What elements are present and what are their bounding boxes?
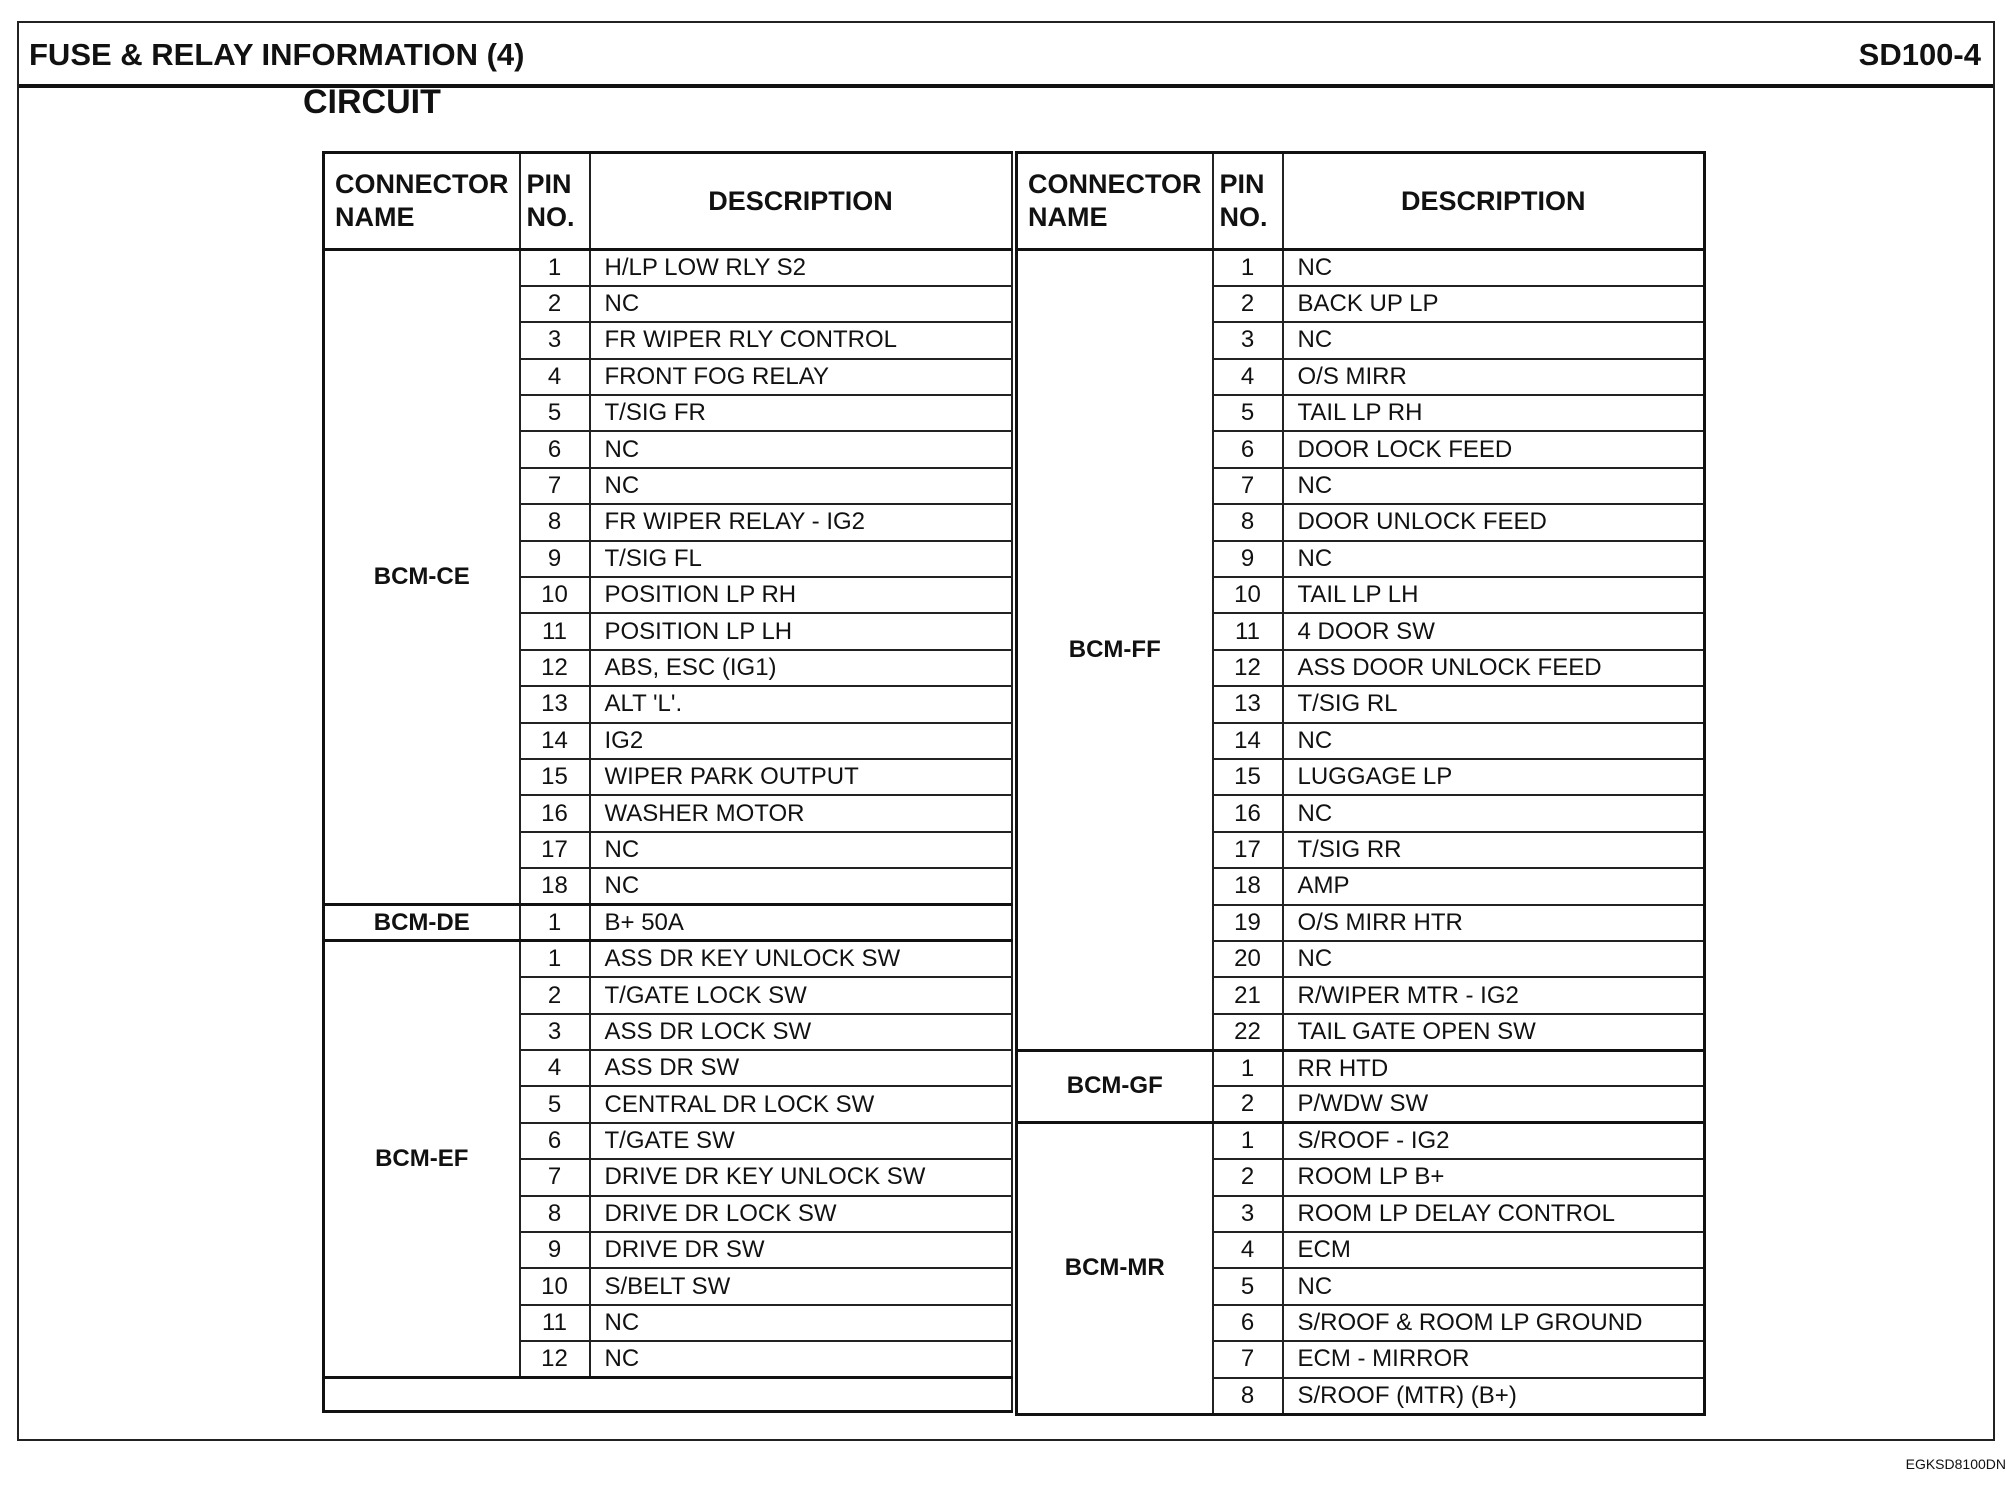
description-cell: NC — [590, 832, 1012, 868]
description-cell: NC — [590, 286, 1012, 322]
table-row — [1017, 1123, 1705, 1159]
pin-number-cell: 1 — [520, 941, 590, 977]
header-description: DESCRIPTION — [1283, 153, 1705, 250]
pin-number-cell: 2 — [1213, 286, 1283, 322]
description-cell: T/GATE LOCK SW — [590, 977, 1012, 1013]
description-cell: CENTRAL DR LOCK SW — [590, 1086, 1012, 1122]
table-header-row — [324, 153, 1012, 250]
description-cell: DRIVE DR SW — [590, 1232, 1012, 1268]
description-cell: FR WIPER RLY CONTROL — [590, 322, 1012, 358]
description-cell: S/ROOF - IG2 — [1283, 1123, 1705, 1159]
description-cell: DOOR LOCK FEED — [1283, 431, 1705, 467]
pin-number-cell: 11 — [520, 1305, 590, 1341]
pin-number-cell: 1 — [520, 250, 590, 286]
pin-number-cell: 2 — [1213, 1086, 1283, 1122]
description-cell: S/ROOF (MTR) (B+) — [1283, 1378, 1705, 1414]
description-cell: ASS DR LOCK SW — [590, 1014, 1012, 1050]
description-cell: R/WIPER MTR - IG2 — [1283, 977, 1705, 1013]
pin-number-cell: 16 — [1213, 795, 1283, 831]
description-cell: NC — [1283, 322, 1705, 358]
description-cell: DOOR UNLOCK FEED — [1283, 504, 1705, 540]
pin-number-cell: 7 — [520, 468, 590, 504]
description-cell: ABS, ESC (IG1) — [590, 650, 1012, 686]
pin-number-cell: 21 — [1213, 977, 1283, 1013]
pin-number-cell: 7 — [520, 1159, 590, 1195]
table-header-row — [1017, 153, 1705, 250]
pin-number-cell: 9 — [1213, 541, 1283, 577]
left-table-body — [324, 250, 1012, 1412]
header-connector-name: CONNECTOR NAME — [324, 153, 520, 250]
pin-number-cell: 7 — [1213, 1341, 1283, 1377]
pin-number-cell: 17 — [520, 832, 590, 868]
description-cell: T/SIG FL — [590, 541, 1012, 577]
pin-number-cell: 7 — [1213, 468, 1283, 504]
description-cell: POSITION LP RH — [590, 577, 1012, 613]
description-cell: DRIVE DR LOCK SW — [590, 1196, 1012, 1232]
description-cell: POSITION LP LH — [590, 613, 1012, 649]
description-cell: T/GATE SW — [590, 1123, 1012, 1159]
pin-number-cell: 22 — [1213, 1014, 1283, 1050]
description-cell: NC — [1283, 1268, 1705, 1304]
description-cell: WASHER MOTOR — [590, 795, 1012, 831]
connector-name-cell: BCM-MR — [1017, 1123, 1213, 1414]
pin-number-cell: 4 — [520, 1050, 590, 1086]
description-cell: NC — [590, 431, 1012, 467]
description-cell: TAIL GATE OPEN SW — [1283, 1014, 1705, 1050]
description-cell: NC — [1283, 541, 1705, 577]
description-cell: T/SIG RL — [1283, 686, 1705, 722]
description-cell: 4 DOOR SW — [1283, 613, 1705, 649]
section-title: CIRCUIT — [303, 83, 441, 121]
description-cell: NC — [1283, 941, 1705, 977]
connector-name-cell: BCM-GF — [1017, 1050, 1213, 1123]
description-cell: NC — [590, 1305, 1012, 1341]
blank-row — [324, 1378, 1012, 1412]
pin-number-cell: 5 — [1213, 395, 1283, 431]
footer-code: EGKSD8100DN — [1905, 1456, 2006, 1472]
pin-number-cell: 18 — [1213, 868, 1283, 904]
pin-number-cell: 3 — [520, 1014, 590, 1050]
pin-number-cell: 2 — [1213, 1159, 1283, 1195]
pin-number-cell: 10 — [520, 1268, 590, 1304]
pin-number-cell: 15 — [1213, 759, 1283, 795]
document-header — [19, 23, 1993, 88]
pin-number-cell: 12 — [520, 650, 590, 686]
pin-number-cell: 8 — [520, 504, 590, 540]
pin-number-cell: 11 — [520, 613, 590, 649]
circuit-table-left — [322, 151, 1013, 1413]
description-cell: LUGGAGE LP — [1283, 759, 1705, 795]
description-cell: ASS DR SW — [590, 1050, 1012, 1086]
description-cell: NC — [590, 1341, 1012, 1377]
description-cell: T/SIG RR — [1283, 832, 1705, 868]
pin-number-cell: 9 — [520, 541, 590, 577]
description-cell: FRONT FOG RELAY — [590, 359, 1012, 395]
pin-number-cell: 8 — [1213, 504, 1283, 540]
pin-number-cell: 4 — [1213, 1232, 1283, 1268]
table-row — [1017, 1050, 1705, 1086]
pin-number-cell: 1 — [520, 905, 590, 941]
description-cell: NC — [1283, 250, 1705, 286]
pin-number-cell: 12 — [1213, 650, 1283, 686]
pin-number-cell: 4 — [1213, 359, 1283, 395]
description-cell: T/SIG FR — [590, 395, 1012, 431]
pin-number-cell: 4 — [520, 359, 590, 395]
description-cell: NC — [1283, 795, 1705, 831]
header-pin-no: PIN NO. — [1213, 153, 1283, 250]
circuit-table-right — [1015, 151, 1706, 1416]
pin-number-cell: 17 — [1213, 832, 1283, 868]
pin-number-cell: 3 — [1213, 1196, 1283, 1232]
header-pin-no: PIN NO. — [520, 153, 590, 250]
pin-number-cell: 6 — [520, 1123, 590, 1159]
description-cell: H/LP LOW RLY S2 — [590, 250, 1012, 286]
description-cell: DRIVE DR KEY UNLOCK SW — [590, 1159, 1012, 1195]
description-cell: ASS DOOR UNLOCK FEED — [1283, 650, 1705, 686]
pin-number-cell: 3 — [520, 322, 590, 358]
pin-number-cell: 3 — [1213, 322, 1283, 358]
pin-number-cell: 13 — [520, 686, 590, 722]
header-description: DESCRIPTION — [590, 153, 1012, 250]
connector-name-cell: BCM-DE — [324, 905, 520, 941]
pin-number-cell: 8 — [1213, 1378, 1283, 1414]
pin-number-cell: 6 — [1213, 1305, 1283, 1341]
blank-cell — [324, 1378, 1012, 1412]
pin-number-cell: 15 — [520, 759, 590, 795]
pin-number-cell: 6 — [520, 431, 590, 467]
description-cell: S/BELT SW — [590, 1268, 1012, 1304]
description-cell: ROOM LP B+ — [1283, 1159, 1705, 1195]
document-code: SD100-4 — [1858, 37, 1981, 72]
pin-number-cell: 2 — [520, 286, 590, 322]
pin-number-cell: 8 — [520, 1196, 590, 1232]
pin-number-cell: 6 — [1213, 431, 1283, 467]
pin-number-cell: 20 — [1213, 941, 1283, 977]
pin-number-cell: 14 — [1213, 723, 1283, 759]
description-cell: B+ 50A — [590, 905, 1012, 941]
pin-number-cell: 5 — [520, 1086, 590, 1122]
description-cell: ALT 'L'. — [590, 686, 1012, 722]
pin-number-cell: 10 — [520, 577, 590, 613]
pin-number-cell: 2 — [520, 977, 590, 1013]
pin-number-cell: 14 — [520, 723, 590, 759]
table-row — [324, 941, 1012, 977]
pin-number-cell: 19 — [1213, 905, 1283, 941]
connector-name-cell: BCM-FF — [1017, 250, 1213, 1051]
description-cell: BACK UP LP — [1283, 286, 1705, 322]
pin-number-cell: 1 — [1213, 1050, 1283, 1086]
description-cell: NC — [1283, 723, 1705, 759]
description-cell: NC — [1283, 468, 1705, 504]
description-cell: NC — [590, 468, 1012, 504]
table-row — [324, 905, 1012, 941]
description-cell: O/S MIRR HTR — [1283, 905, 1705, 941]
connector-name-cell: BCM-CE — [324, 250, 520, 905]
right-table-body — [1017, 250, 1705, 1415]
table-row — [1017, 250, 1705, 286]
pin-number-cell: 13 — [1213, 686, 1283, 722]
pin-number-cell: 12 — [520, 1341, 590, 1377]
description-cell: AMP — [1283, 868, 1705, 904]
pin-number-cell: 18 — [520, 868, 590, 904]
pin-number-cell: 11 — [1213, 613, 1283, 649]
description-cell: RR HTD — [1283, 1050, 1705, 1086]
connector-name-cell: BCM-EF — [324, 941, 520, 1378]
pin-number-cell: 1 — [1213, 250, 1283, 286]
description-cell: TAIL LP RH — [1283, 395, 1705, 431]
table-row — [324, 250, 1012, 286]
description-cell: O/S MIRR — [1283, 359, 1705, 395]
description-cell: IG2 — [590, 723, 1012, 759]
pin-number-cell: 5 — [1213, 1268, 1283, 1304]
header-connector-name: CONNECTOR NAME — [1017, 153, 1213, 250]
description-cell: ECM - MIRROR — [1283, 1341, 1705, 1377]
pin-number-cell: 5 — [520, 395, 590, 431]
description-cell: NC — [590, 868, 1012, 904]
description-cell: TAIL LP LH — [1283, 577, 1705, 613]
document-title: FUSE & RELAY INFORMATION (4) — [29, 37, 525, 72]
description-cell: FR WIPER RELAY - IG2 — [590, 504, 1012, 540]
pin-number-cell: 9 — [520, 1232, 590, 1268]
pin-number-cell: 1 — [1213, 1123, 1283, 1159]
description-cell: ECM — [1283, 1232, 1705, 1268]
description-cell: P/WDW SW — [1283, 1086, 1705, 1122]
description-cell: S/ROOF & ROOM LP GROUND — [1283, 1305, 1705, 1341]
pin-number-cell: 10 — [1213, 577, 1283, 613]
pin-number-cell: 16 — [520, 795, 590, 831]
description-cell: ASS DR KEY UNLOCK SW — [590, 941, 1012, 977]
description-cell: ROOM LP DELAY CONTROL — [1283, 1196, 1705, 1232]
description-cell: WIPER PARK OUTPUT — [590, 759, 1012, 795]
